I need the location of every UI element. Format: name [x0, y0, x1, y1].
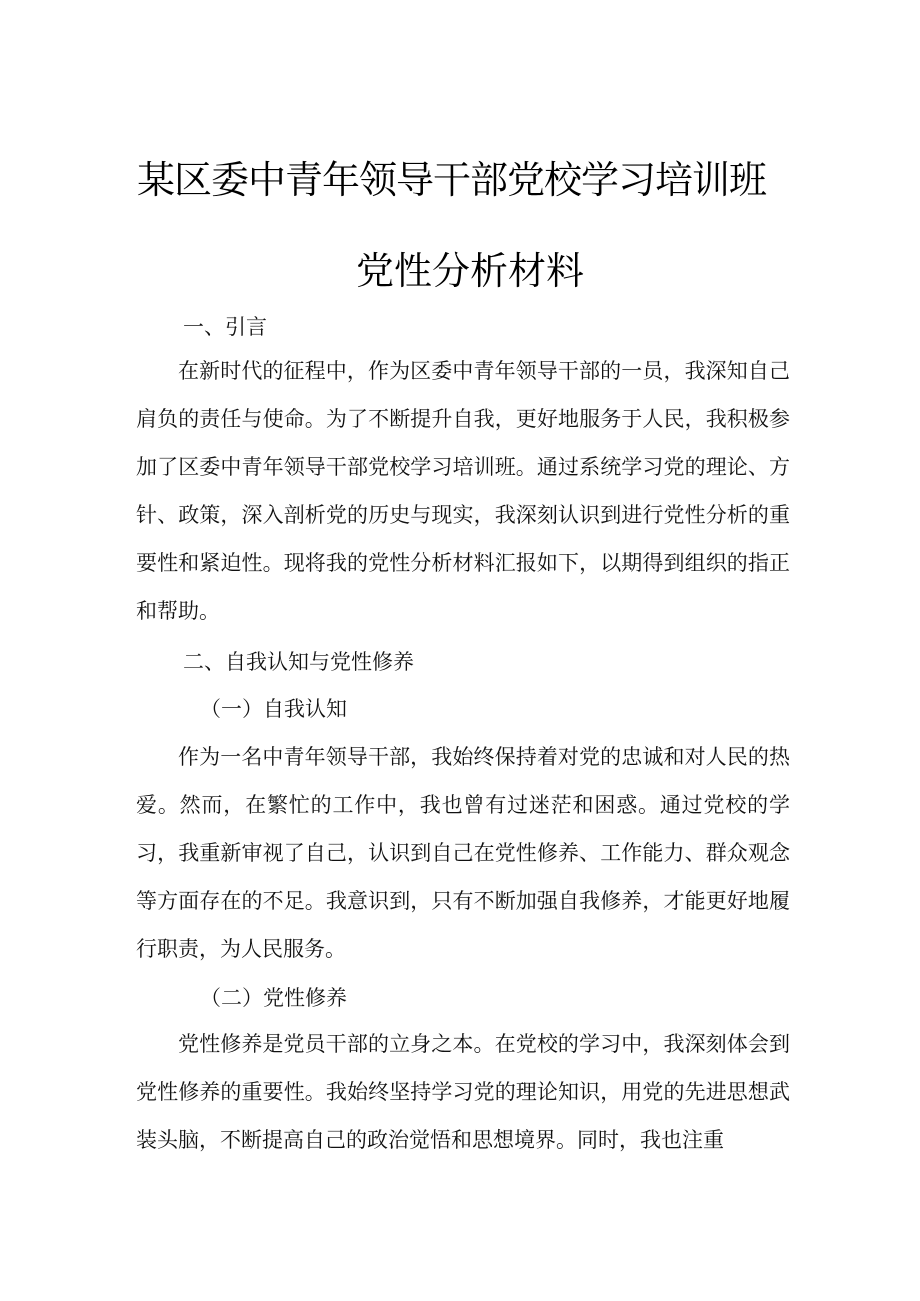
section-heading-self-awareness: 二、自我认知与党性修养: [183, 650, 414, 674]
party-spirit-paragraph: 党性修养是党员干部的立身之本。在党校的学习中，我深刻体会到党性修养的重要性。我始终坚持学习党的理论知识，用党的先进思想武装头脑，不断提高自己的政治觉悟和思想境界。同时，我也注重: [136, 1032, 790, 1152]
introduction-paragraph: 在新时代的征程中，作为区委中青年领导干部的一员，我深知自己肩负的责任与使命。为了不断提升自我，更好地服务于人民，我积极参加了区委中青年领导干部党校学习培训班。通过系统学习党的理论、方针、政策，深入剖析党的历史与现实，我深刻认识到进行党性分析的重要性和紧迫性。现将我的党性分析材料汇报如下，以期得到组织的指正和帮助。: [136, 359, 790, 623]
document-title-line-1: 某区委中青年领导干部党校学习培训班: [137, 158, 767, 202]
self-awareness-paragraph: 作为一名中青年领导干部，我始终保持着对党的忠诚和对人民的热爱。然而，在繁忙的工作中，我也曾有过迷茫和困惑。通过党校的学习，我重新审视了自己，认识到自己在党性修养、工作能力、群众观念等方面存在的不足。我意识到，只有不断加强自我修养，才能更好地履行职责，为人民服务。: [136, 745, 790, 961]
subsection-heading-party-spirit: （二）党性修养: [200, 986, 347, 1010]
section-heading-introduction: 一、引言: [183, 315, 267, 339]
document-title-line-2: 党性分析材料: [356, 249, 585, 293]
subsection-heading-self-awareness: （一）自我认知: [200, 697, 347, 721]
